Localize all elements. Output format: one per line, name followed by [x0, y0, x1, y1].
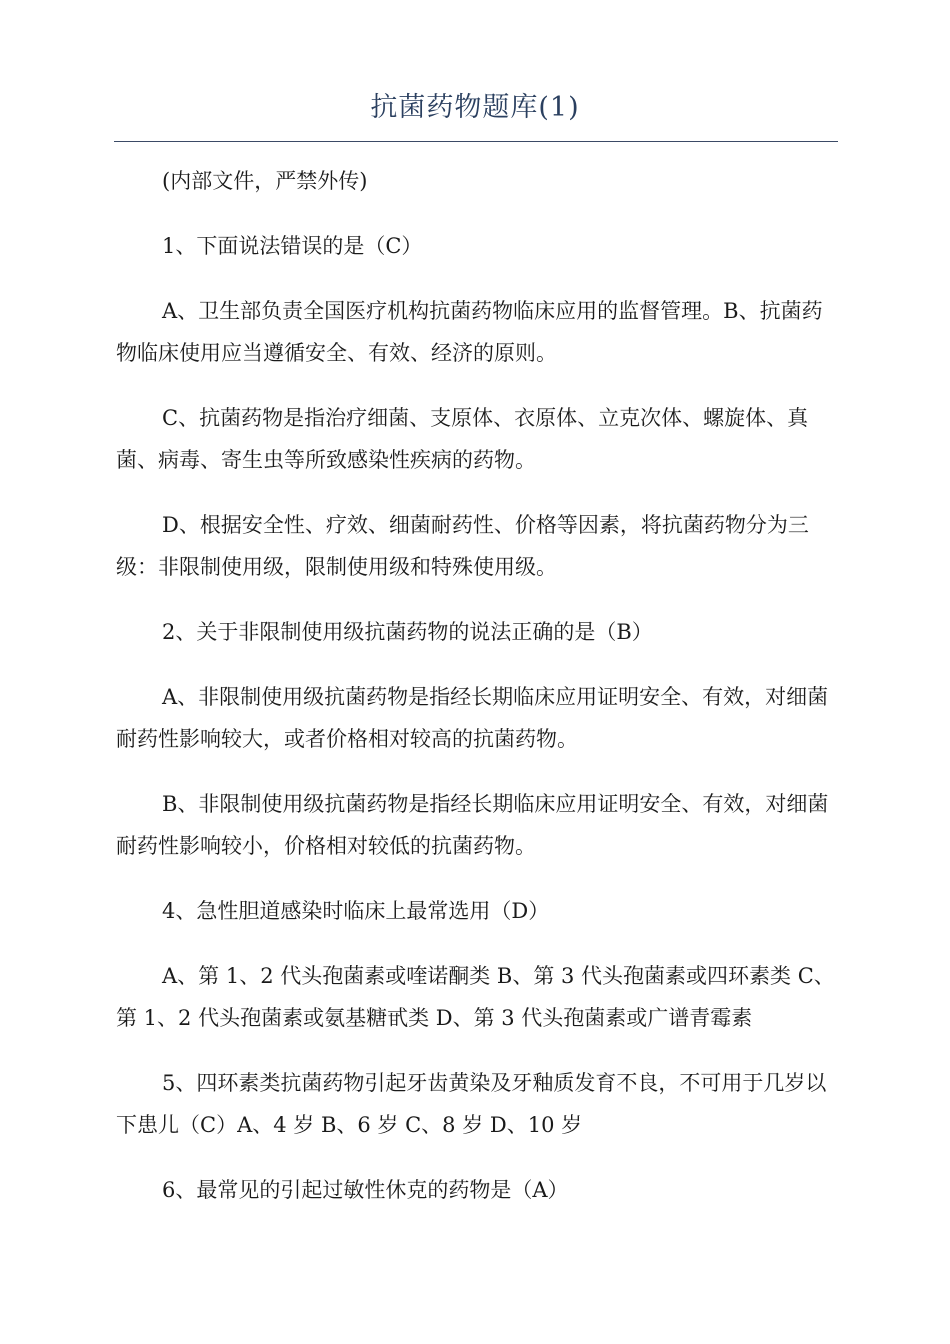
question-6: 6、最常见的引起过敏性休克的药物是（A）	[162, 1178, 569, 1202]
question-2-option-a: A、非限制使用级抗菌药物是指经长期临床应用证明安全、有效，对细菌耐药性影响较大，或者价格相对较高的抗菌药物。	[116, 685, 829, 751]
question-1-option-c: C、抗菌药物是指治疗细菌、支原体、衣原体、立克次体、螺旋体、真菌、病毒、寄生虫等所致感染性疾病的药物。	[116, 406, 809, 472]
question-1-option-ab: A、卫生部负责全国医疗机构抗菌药物临床应用的监督管理。B、抗菌药物临床使用应当遵循安全、有效、经济的原则。	[116, 299, 823, 365]
question-2: 2、关于非限制使用级抗菌药物的说法正确的是（B）	[162, 620, 653, 644]
question-1-option-d: D、根据安全性、疗效、细菌耐药性、价格等因素，将抗菌药物分为三级：非限制使用级，限制使用级和特殊使用级。	[116, 513, 809, 579]
question-5: 5、四环素类抗菌药物引起牙齿黄染及牙釉质发育不良，不可用于几岁以下患儿（C）A、4 岁 B、6 岁 C、8 岁 D、10 岁	[116, 1071, 827, 1137]
title-divider	[114, 141, 838, 142]
paragraph-notice: (内部文件，严禁外传)	[162, 169, 368, 193]
document-body	[116, 160, 838, 1234]
document-title: 抗菌药物题库(1)	[370, 92, 580, 123]
question-1: 1、下面说法错误的是（C）	[162, 234, 423, 258]
question-2-option-b: B、非限制使用级抗菌药物是指经长期临床应用证明安全、有效，对细菌耐药性影响较小，价格相对较低的抗菌药物。	[116, 792, 829, 858]
question-4-options: A、第 1、2 代头孢菌素或喹诺酮类 B、第 3 代头孢菌素或四环素类 C、第 1、2 代头孢菌素或氨基糖甙类 D、第 3 代头孢菌素或广谱青霉素	[116, 964, 835, 1030]
question-4: 4、急性胆道感染时临床上最常选用（D）	[162, 899, 550, 923]
